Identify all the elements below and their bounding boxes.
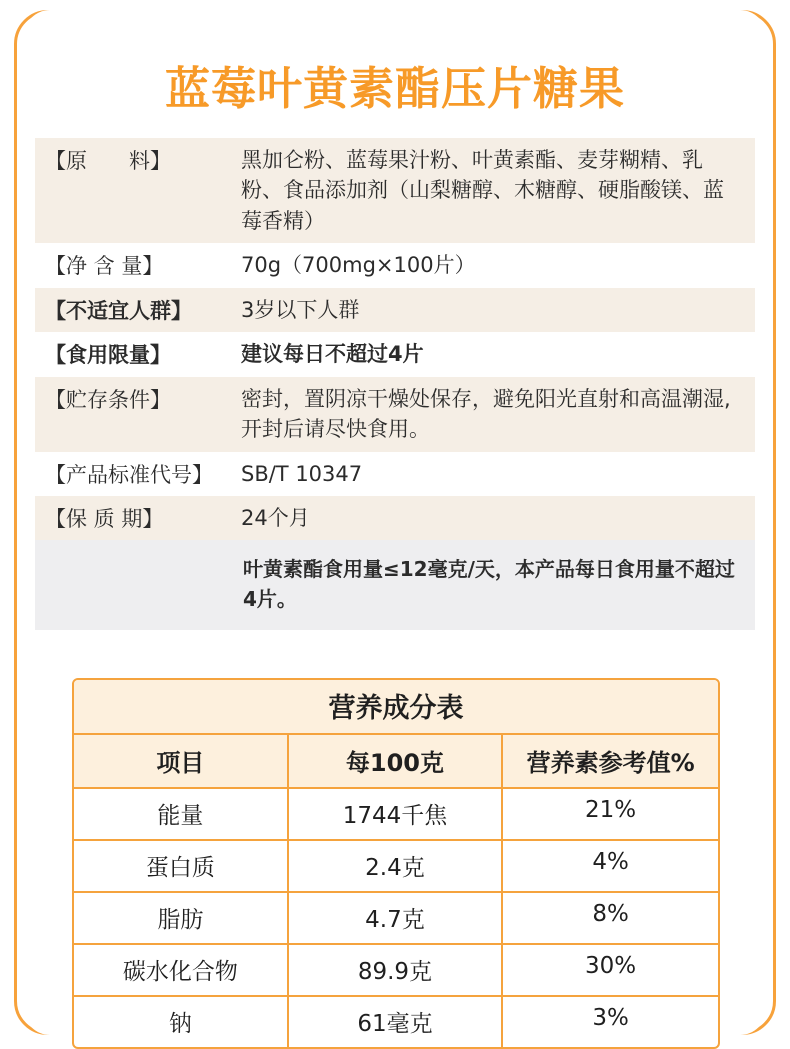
nutrition-header-per100g: 每100克 — [289, 735, 504, 787]
nutrition-item-nrv: 3% — [592, 1005, 629, 1031]
table-row — [35, 452, 755, 496]
nutrition-item-nrv: 30% — [585, 953, 637, 979]
nutrition-header-nrv: 营养素参考值% — [526, 749, 695, 777]
nutrition-item-name: 能量 — [74, 789, 289, 839]
info-value: 3岁以下人群 — [241, 297, 360, 322]
nutrition-item-amount: 2.4克 — [289, 841, 504, 891]
dosage-note: 叶黄素酯食用量≤12毫克/天，本产品每日食用量不超过4片。 — [35, 540, 755, 630]
table-row — [74, 787, 718, 839]
table-row — [74, 943, 718, 995]
nutrition-table-title: 营养成分表 — [74, 680, 718, 733]
info-label: 【产品标准代号】 — [45, 462, 213, 487]
product-info-table — [35, 138, 755, 630]
nutrition-facts-table — [72, 678, 720, 1049]
info-value: SB/T 10347 — [241, 461, 363, 486]
page-title: 蓝莓叶黄素酯压片糖果 — [164, 62, 625, 115]
nutrition-item-nrv: 4% — [592, 849, 629, 875]
info-value: 密封，置阴凉干燥处保存，避免阳光直射和高温潮湿, 开封后请尽快食用。 — [241, 386, 731, 442]
info-label: 【净 含 量】 — [45, 254, 164, 279]
info-value: 70g（700mg×100片） — [241, 253, 476, 278]
table-row — [74, 995, 718, 1047]
table-row — [35, 288, 755, 332]
nutrition-item-amount: 89.9克 — [289, 945, 504, 995]
info-value: 黑加仑粉、蓝莓果汁粉、叶黄素酯、麦芽糊精、乳粉、食品添加剂（山梨糖醇、木糖醇、硬脂酸镁、蓝莓香精） — [241, 148, 724, 233]
nutrition-item-name: 钠 — [74, 997, 289, 1047]
nutrition-item-amount: 4.7克 — [289, 893, 504, 943]
table-row — [35, 138, 755, 243]
table-row — [35, 243, 755, 287]
nutrition-item-amount: 1744千焦 — [289, 789, 504, 839]
nutrition-item-name: 蛋白质 — [74, 841, 289, 891]
table-row — [35, 496, 755, 540]
nutrition-header-item: 项目 — [74, 735, 289, 787]
nutrition-item-amount: 61毫克 — [289, 997, 504, 1047]
info-label: 【不适宜人群】 — [45, 298, 192, 323]
nutrition-item-name: 碳水化合物 — [74, 945, 289, 995]
nutrition-item-name: 脂肪 — [74, 893, 289, 943]
info-label: 【原 料】 — [45, 149, 171, 173]
info-value: 24个月 — [241, 505, 310, 530]
table-row — [35, 377, 755, 452]
info-label: 【食用限量】 — [45, 343, 171, 368]
nutrition-header-row — [74, 733, 718, 787]
info-value: 建议每日不超过4片 — [241, 342, 424, 367]
info-label: 【保 质 期】 — [45, 506, 164, 531]
nutrition-item-nrv: 21% — [585, 797, 637, 823]
table-row — [35, 332, 755, 376]
info-label: 【贮存条件】 — [45, 387, 171, 412]
nutrition-item-nrv: 8% — [592, 901, 629, 927]
table-row — [74, 891, 718, 943]
table-row — [74, 839, 718, 891]
